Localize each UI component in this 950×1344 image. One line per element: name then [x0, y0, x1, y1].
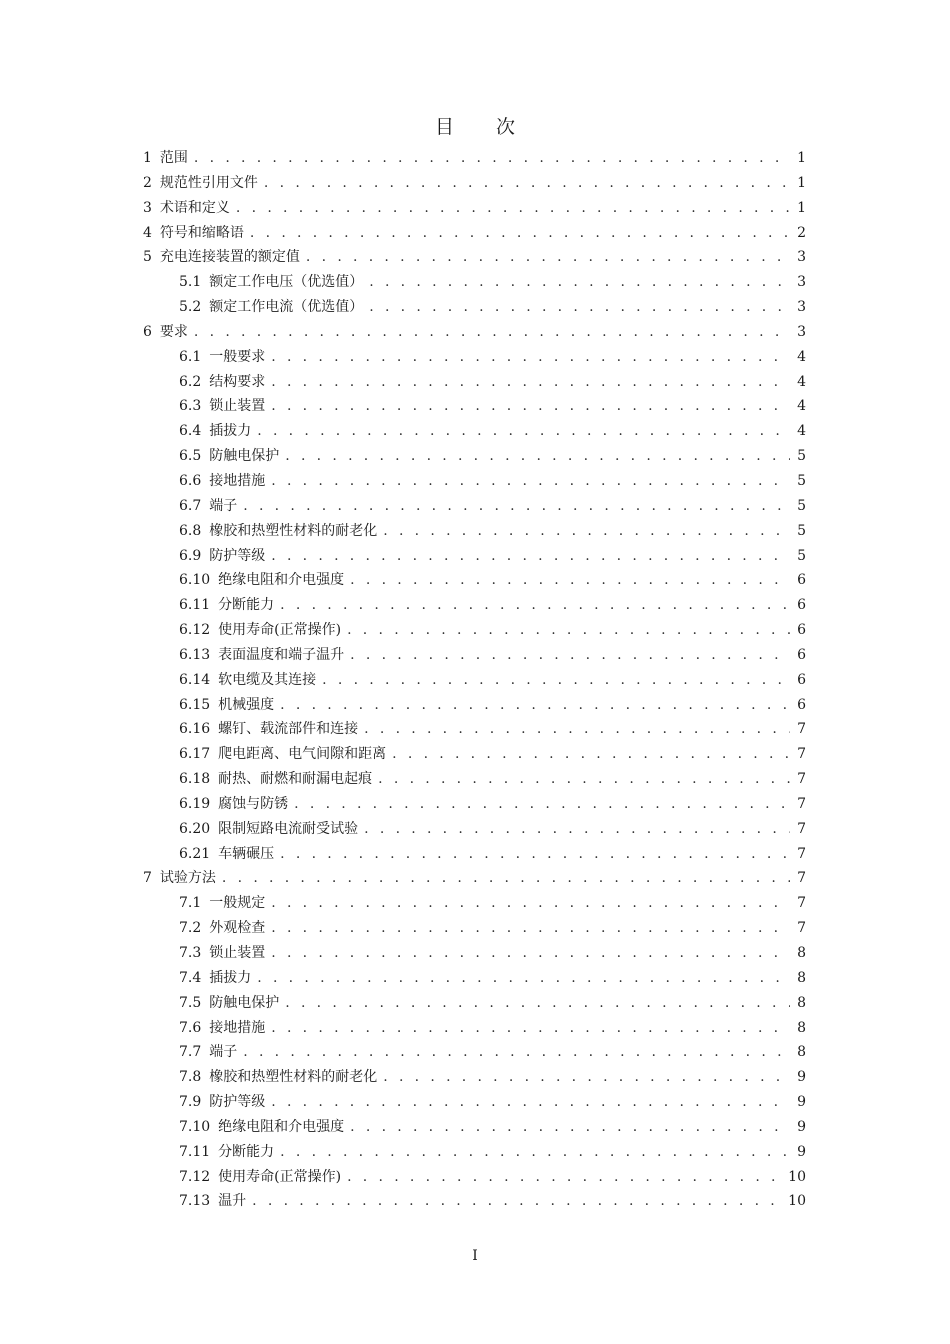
toc-entry-page: 7	[797, 746, 806, 763]
toc-entry-page: 6	[797, 572, 806, 589]
toc-entry-number: 7.13	[179, 1193, 211, 1210]
toc-dot-leader	[271, 891, 790, 916]
toc-entry-label: 机械强度	[218, 696, 275, 713]
toc-entry-page: 6	[797, 671, 806, 688]
toc-entry-number: 6.10	[179, 572, 211, 589]
toc-entry-page: 10	[788, 1168, 806, 1185]
toc-entry-label: 绝缘电阻和介电强度	[218, 1118, 345, 1135]
toc-entry-label: 防护等级	[209, 547, 266, 564]
toc-entry-page: 5	[797, 448, 806, 465]
toc-entry-number: 7.4	[179, 969, 202, 986]
toc-entry-label: 外观检查	[209, 920, 266, 937]
toc-entry-number: 6.4	[179, 423, 202, 440]
toc-entry-6-20[interactable]	[143, 817, 806, 842]
toc-entry-number: 6.8	[179, 522, 202, 539]
toc-entry-7-1[interactable]	[143, 891, 806, 916]
toc-entry-label: 试验方法	[159, 870, 216, 887]
toc-entry-page: 9	[797, 1118, 806, 1135]
toc-entry-page: 7	[797, 870, 806, 887]
toc-dot-leader	[383, 519, 790, 544]
toc-entry-number: 6.14	[179, 671, 211, 688]
toc-entry-label: 一般规定	[209, 895, 266, 912]
toc-entry-5[interactable]	[143, 245, 806, 270]
toc-entry-page: 9	[797, 1143, 806, 1160]
toc-dot-leader	[347, 618, 790, 643]
toc-entry-label: 防触电保护	[209, 994, 280, 1011]
toc-dot-leader	[378, 767, 790, 792]
toc-dot-leader	[392, 742, 790, 767]
toc-entry-number: 6.1	[179, 348, 202, 365]
toc-entry-number: 5.2	[179, 299, 202, 316]
toc-entry-label: 使用寿命(正常操作)	[218, 1168, 342, 1185]
toc-dot-leader	[364, 817, 790, 842]
toc-entry-number: 6.15	[179, 696, 211, 713]
toc-entry-page: 4	[797, 423, 806, 440]
toc-entry-page: 2	[797, 224, 806, 241]
toc-entry-6-13[interactable]	[143, 643, 806, 668]
toc-entry-number: 6.12	[179, 622, 211, 639]
toc-entry-label: 螺钉、载流部件和连接	[218, 721, 359, 738]
toc-dot-leader	[271, 1090, 790, 1115]
toc-entry-number: 6.3	[179, 398, 202, 415]
toc-dot-leader	[252, 1189, 782, 1214]
toc-entry-6-11[interactable]	[143, 593, 806, 618]
toc-entry-6-9[interactable]	[143, 544, 806, 569]
toc-dot-leader	[280, 693, 790, 718]
toc-entry-page: 7	[797, 721, 806, 738]
toc-entry-label: 分断能力	[218, 1143, 275, 1160]
toc-entry-page: 3	[797, 323, 806, 340]
toc-entry-label: 接地措施	[209, 1019, 266, 1036]
toc-entry-6-1[interactable]	[143, 345, 806, 370]
toc-entry-6-7[interactable]	[143, 494, 806, 519]
toc-entry-number: 7.1	[179, 895, 202, 912]
toc-title: 目 次	[434, 116, 534, 138]
toc-entry-page: 5	[797, 472, 806, 489]
toc-entry-7[interactable]	[143, 866, 806, 891]
toc-entry-page: 9	[797, 1069, 806, 1086]
toc-entry-label: 额定工作电压（优选值）	[209, 274, 364, 291]
toc-entry-label: 防触电保护	[209, 448, 280, 465]
toc-dot-leader	[271, 544, 790, 569]
toc-entry-label: 耐热、耐燃和耐漏电起痕	[218, 771, 373, 788]
toc-entry-3[interactable]	[143, 196, 806, 221]
toc-dot-leader	[257, 419, 790, 444]
toc-dot-leader	[264, 171, 790, 196]
toc-dot-leader	[271, 941, 790, 966]
toc-entry-7-2[interactable]	[143, 916, 806, 941]
toc-entry-page: 5	[797, 497, 806, 514]
toc-entry-6-5[interactable]	[143, 444, 806, 469]
toc-entry-number: 7	[143, 870, 152, 887]
toc-entry-7-8[interactable]	[143, 1065, 806, 1090]
toc-dot-leader	[347, 1165, 782, 1190]
toc-entry-label: 结构要求	[209, 373, 266, 390]
toc-dot-leader	[369, 295, 790, 320]
toc-dot-leader	[364, 717, 790, 742]
toc-entry-number: 7.2	[179, 920, 202, 937]
toc-entry-page: 9	[797, 1094, 806, 1111]
toc-dot-leader	[236, 196, 790, 221]
toc-entry-page: 5	[797, 522, 806, 539]
toc-entry-label: 要求	[159, 323, 188, 340]
toc-entry-number: 7.7	[179, 1044, 202, 1061]
toc-entry-number: 2	[143, 174, 152, 191]
toc-entry-page: 1	[797, 199, 806, 216]
toc-entry-page: 8	[797, 1044, 806, 1061]
toc-entry-label: 充电连接装置的额定值	[159, 249, 300, 266]
toc-entry-6-16[interactable]	[143, 717, 806, 742]
toc-dot-leader	[306, 245, 790, 270]
toc-entry-number: 6.13	[179, 646, 211, 663]
toc-entry-number: 7.11	[179, 1143, 211, 1160]
toc-entry-page: 8	[797, 945, 806, 961]
toc-entry-label: 表面温度和端子温升	[218, 646, 345, 663]
toc-entry-7-11[interactable]	[143, 1140, 806, 1165]
toc-entry-number: 6.18	[179, 771, 211, 788]
toc-dot-leader	[271, 394, 790, 419]
toc-entry-label: 端子	[209, 497, 238, 514]
toc-entry-label: 防护等级	[209, 1094, 266, 1111]
toc-entry-page: 7	[797, 820, 806, 837]
toc-entry-number: 6.9	[179, 547, 202, 564]
toc-dot-leader	[243, 1040, 790, 1065]
toc-entry-6-2[interactable]	[143, 370, 806, 395]
toc-entry-page: 7	[797, 920, 806, 937]
toc-entry-page: 3	[797, 274, 806, 291]
toc-entry-label: 腐蚀与防锈	[218, 795, 289, 812]
toc-entry-page: 7	[797, 895, 806, 912]
toc-entry-label: 车辆碾压	[218, 845, 275, 862]
toc-entry-number: 7.10	[179, 1118, 211, 1135]
toc-entry-page: 5	[797, 547, 806, 564]
toc-entry-page: 3	[797, 249, 806, 266]
toc-entry-number: 6.16	[179, 721, 211, 738]
toc-entry-6-12[interactable]	[143, 618, 806, 643]
toc-dot-leader	[350, 568, 790, 593]
toc-entry-page: 4	[797, 373, 806, 390]
toc-entry-6-18[interactable]	[143, 767, 806, 792]
toc-entry-4[interactable]	[143, 221, 806, 246]
toc-dot-leader	[250, 221, 790, 246]
toc-entry-label: 橡胶和热塑性材料的耐老化	[209, 522, 378, 539]
toc-dot-leader	[280, 1140, 790, 1165]
toc-dot-leader	[280, 593, 790, 618]
toc-dot-leader	[194, 320, 790, 345]
toc-entry-label: 端子	[209, 1044, 238, 1061]
toc-entry-number: 6.21	[179, 845, 211, 862]
toc-entry-page: 7	[797, 795, 806, 812]
toc-entry-label: 锁止装置	[209, 398, 266, 415]
toc-entry-6-6[interactable]	[143, 469, 806, 494]
toc-entry-label: 范围	[159, 150, 188, 166]
toc-entry-6-21[interactable]	[143, 842, 806, 867]
toc-entry-number: 7.5	[179, 994, 202, 1011]
toc-entry-page: 6	[797, 646, 806, 663]
toc-entry-6-4[interactable]	[143, 419, 806, 444]
toc-entry-5-1[interactable]	[143, 270, 806, 295]
toc-entry-number: 7.9	[179, 1094, 202, 1111]
toc-entry-label: 软电缆及其连接	[218, 671, 317, 688]
toc-dot-leader	[280, 842, 790, 867]
toc-entry-page: 6	[797, 597, 806, 614]
toc-entry-label: 术语和定义	[159, 199, 230, 216]
toc-entry-label: 一般要求	[209, 348, 266, 365]
toc-entry-label: 额定工作电流（优选值）	[209, 299, 364, 316]
toc-entry-7-4[interactable]	[143, 966, 806, 991]
toc-entry-page: 6	[797, 696, 806, 713]
toc-dot-leader	[350, 643, 790, 668]
toc-entry-page: 1	[797, 174, 806, 191]
toc-entry-1[interactable]	[143, 146, 806, 171]
toc-entry-6-15[interactable]	[143, 693, 806, 718]
toc-entry-number: 7.3	[179, 945, 202, 961]
toc-entry-6[interactable]	[143, 320, 806, 345]
toc-entry-number: 6.17	[179, 746, 211, 763]
toc-entry-number: 6.20	[179, 820, 211, 837]
toc-entry-6-14[interactable]	[143, 668, 806, 693]
toc-entry-7-7[interactable]	[143, 1040, 806, 1065]
toc-entry-number: 6.7	[179, 497, 202, 514]
toc-entry-7-12[interactable]	[143, 1165, 806, 1190]
toc-entry-number: 7.6	[179, 1019, 202, 1036]
toc-entry-label: 锁止装置	[209, 945, 266, 961]
toc-entry-label: 橡胶和热塑性材料的耐老化	[209, 1069, 378, 1086]
toc-entry-page: 4	[797, 398, 806, 415]
toc-entry-6-19[interactable]	[143, 792, 806, 817]
toc-entry-6-8[interactable]	[143, 519, 806, 544]
toc-entry-7-6[interactable]	[143, 1016, 806, 1041]
toc-dot-leader	[350, 1115, 790, 1140]
toc-entry-number: 6.5	[179, 448, 202, 465]
toc-entry-label: 使用寿命(正常操作)	[218, 622, 342, 639]
toc-entry-6-10[interactable]	[143, 568, 806, 593]
toc-dot-leader	[383, 1065, 790, 1090]
toc-dot-leader	[222, 866, 790, 891]
toc-entry-page: 8	[797, 969, 806, 986]
toc-entry-6-3[interactable]	[143, 394, 806, 419]
toc-entry-label: 绝缘电阻和介电强度	[218, 572, 345, 589]
toc-entry-6-17[interactable]	[143, 742, 806, 767]
toc-entry-number: 7.8	[179, 1069, 202, 1086]
page-number: I	[472, 1248, 478, 1264]
toc-entry-number: 6.2	[179, 373, 202, 390]
toc-entry-number: 5.1	[179, 274, 202, 291]
toc-entry-page: 10	[788, 1193, 806, 1210]
toc-entry-number: 1	[143, 150, 152, 166]
toc-entry-7-10[interactable]	[143, 1115, 806, 1140]
toc-entry-number: 6	[143, 323, 152, 340]
toc-entry-page: 4	[797, 348, 806, 365]
toc-entry-label: 限制短路电流耐受试验	[218, 820, 359, 837]
toc-entry-5-2[interactable]	[143, 295, 806, 320]
toc-entry-page: 8	[797, 994, 806, 1011]
toc-dot-leader	[271, 469, 790, 494]
toc-entry-label: 分断能力	[218, 597, 275, 614]
toc-entry-page: 7	[797, 771, 806, 788]
toc-entry-number: 6.6	[179, 472, 202, 489]
toc-entry-number: 4	[143, 224, 152, 241]
toc-dot-leader	[369, 270, 790, 295]
toc-dot-leader	[285, 991, 790, 1016]
toc-entry-7-3[interactable]	[143, 941, 806, 966]
toc-entry-number: 6.19	[179, 795, 211, 812]
toc-dot-leader	[271, 916, 790, 941]
toc-dot-leader	[271, 1016, 790, 1041]
toc-entry-label: 符号和缩略语	[159, 224, 244, 241]
toc-entry-number: 5	[143, 249, 152, 266]
toc-entry-2[interactable]	[143, 171, 806, 196]
toc-entry-number: 7.12	[179, 1168, 211, 1185]
toc-entry-page: 1	[797, 150, 806, 166]
toc-entry-7-13[interactable]	[143, 1189, 806, 1214]
toc-entry-number: 6.11	[179, 597, 211, 614]
toc-dot-leader	[243, 494, 790, 519]
toc-list	[143, 146, 806, 1214]
toc-entry-page: 3	[797, 299, 806, 316]
toc-entry-label: 接地措施	[209, 472, 266, 489]
toc-entry-number: 3	[143, 199, 152, 216]
toc-entry-label: 插拔力	[209, 423, 252, 440]
toc-entry-label: 爬电距离、电气间隙和距离	[218, 746, 387, 763]
toc-dot-leader	[194, 146, 790, 171]
toc-entry-7-5[interactable]	[143, 991, 806, 1016]
toc-dot-leader	[257, 966, 790, 991]
toc-entry-label: 规范性引用文件	[159, 174, 258, 191]
toc-entry-7-9[interactable]	[143, 1090, 806, 1115]
toc-dot-leader	[322, 668, 790, 693]
toc-entry-page: 6	[797, 622, 806, 639]
toc-dot-leader	[271, 370, 790, 395]
toc-dot-leader	[285, 444, 790, 469]
toc-dot-leader	[271, 345, 790, 370]
toc-entry-label: 温升	[218, 1193, 247, 1210]
toc-entry-page: 7	[797, 845, 806, 862]
toc-dot-leader	[294, 792, 790, 817]
toc-entry-page: 8	[797, 1019, 806, 1036]
toc-entry-label: 插拔力	[209, 969, 252, 986]
